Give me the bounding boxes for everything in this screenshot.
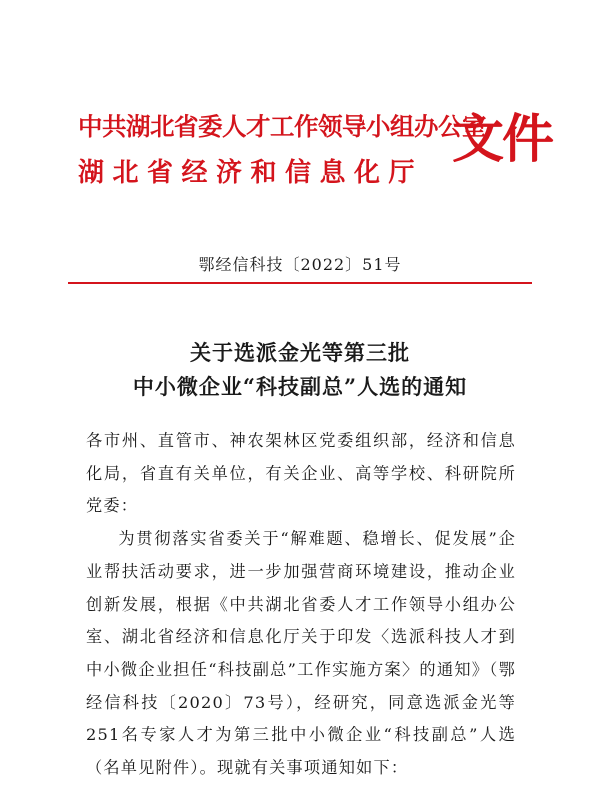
title-line-2: 中小微企业“科技副总”人选的通知	[132, 374, 468, 399]
document-type-label: 文件	[452, 109, 553, 170]
salutation: 各市州、直管市、神农架林区党委组织部，经济和信息化局，省直有关单位，有关企业、高等学校、科研院所党委：	[86, 431, 516, 516]
header-divider	[68, 282, 532, 284]
document-number: 鄂经信科技〔2022〕51号	[198, 255, 402, 274]
body-paragraph: 为贯彻落实省委关于“解难题、稳增长、促发展”企业帮扶活动要求，进一步加强营商环境建设，推动企业创新发展，根据《中共湖北省委人才工作领导小组办公室、湖北省经济和信息化厅关于印发〈选派科技人才到中小微企业担任“科技副总”工作实施方案〉的通知》（鄂经信科技〔2020〕73号），经研究，同意选派金光等251名专家人才为第三批中小微企业“科技副总”人选（名单见附件）。现就有关事项通知如下：	[86, 529, 516, 778]
document-header	[78, 108, 553, 198]
title-line-1: 关于选派金光等第三批	[190, 340, 410, 365]
issuer-line-1: 中共湖北省委人才工作领导小组办公室	[78, 112, 486, 141]
issuer-line-2: 湖北省经济和信息化厅	[78, 158, 424, 188]
document-body	[86, 425, 516, 785]
